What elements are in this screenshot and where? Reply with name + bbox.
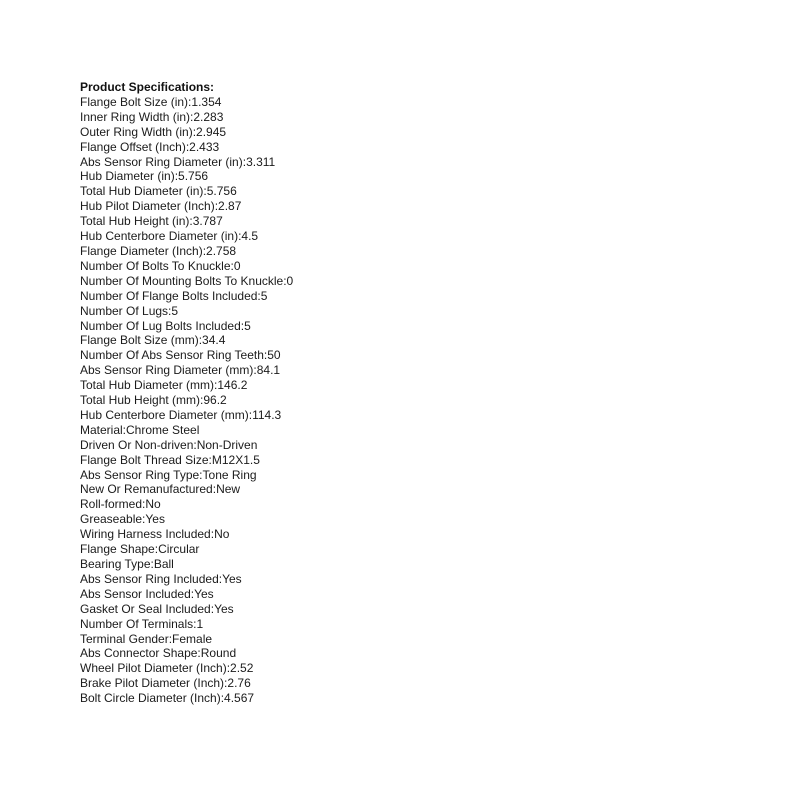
spec-label: Abs Sensor Included: xyxy=(80,586,195,601)
spec-label: Flange Bolt Size (in): xyxy=(80,94,192,109)
spec-value: 1.354 xyxy=(191,94,222,109)
spec-value: 2.76 xyxy=(227,676,251,691)
spec-value: Yes xyxy=(222,571,242,586)
spec-row xyxy=(80,319,720,334)
spec-value: 114.3 xyxy=(252,407,282,422)
spec-value: 3.787 xyxy=(192,214,223,229)
spec-label: Hub Centerbore Diameter (in): xyxy=(80,229,242,244)
spec-row xyxy=(80,482,720,497)
spec-row xyxy=(80,304,720,319)
spec-value: 2.945 xyxy=(196,124,227,139)
spec-value: 1 xyxy=(196,616,204,631)
spec-value: Round xyxy=(200,646,237,661)
spec-row xyxy=(80,572,720,587)
spec-row xyxy=(80,632,720,647)
spec-row xyxy=(80,169,720,184)
spec-row xyxy=(80,184,720,199)
spec-row xyxy=(80,289,720,304)
spec-label: Wheel Pilot Diameter (Inch): xyxy=(80,661,231,676)
spec-value: 146.2 xyxy=(217,378,248,393)
spec-row xyxy=(80,661,720,676)
spec-label: Hub Diameter (in): xyxy=(80,169,179,184)
spec-label: Hub Pilot Diameter (Inch): xyxy=(80,199,219,214)
spec-label: Number Of Lugs: xyxy=(80,303,172,318)
spec-row xyxy=(80,602,720,617)
spec-value: 2.433 xyxy=(189,139,220,154)
spec-value: Circular xyxy=(158,542,200,557)
spec-value: Yes xyxy=(214,601,234,616)
spec-label: Brake Pilot Diameter (Inch): xyxy=(80,676,228,691)
spec-label: Inner Ring Width (in): xyxy=(80,109,194,124)
spec-row xyxy=(80,378,720,393)
spec-row xyxy=(80,140,720,155)
spec-value: 5.756 xyxy=(206,184,237,199)
spec-label: Flange Shape: xyxy=(80,542,159,557)
spec-row xyxy=(80,408,720,423)
spec-value: 50 xyxy=(267,348,281,363)
spec-list xyxy=(80,95,720,706)
spec-row xyxy=(80,527,720,542)
spec-label: Hub Centerbore Diameter (mm): xyxy=(80,407,253,422)
spec-row xyxy=(80,542,720,557)
spec-value: No xyxy=(145,497,161,512)
spec-row xyxy=(80,229,720,244)
spec-row xyxy=(80,676,720,691)
spec-value: 4.5 xyxy=(241,229,259,244)
spec-row xyxy=(80,244,720,259)
spec-row xyxy=(80,468,720,483)
spec-label: Total Hub Diameter (mm): xyxy=(80,378,218,393)
spec-row xyxy=(80,512,720,527)
spec-row xyxy=(80,125,720,140)
spec-label: Total Hub Diameter (in): xyxy=(80,184,207,199)
spec-label: Abs Sensor Ring Diameter (mm): xyxy=(80,363,257,378)
spec-label: Total Hub Height (mm): xyxy=(80,393,204,408)
spec-label: Number Of Flange Bolts Included: xyxy=(80,288,261,303)
spec-row xyxy=(80,259,720,274)
spec-row xyxy=(80,155,720,170)
spec-label: Flange Bolt Size (mm): xyxy=(80,333,203,348)
spec-value: 2.283 xyxy=(193,109,224,124)
spec-label: Flange Offset (Inch): xyxy=(80,139,190,154)
spec-label: Flange Diameter (Inch): xyxy=(80,243,207,258)
spec-label: Abs Sensor Ring Type: xyxy=(80,467,203,482)
spec-label: Number Of Bolts To Knuckle: xyxy=(80,258,234,273)
spec-label: Outer Ring Width (in): xyxy=(80,124,197,139)
spec-row xyxy=(80,587,720,602)
spec-value: 2.52 xyxy=(230,661,254,676)
spec-value: 3.311 xyxy=(246,154,276,169)
spec-value: 5 xyxy=(171,303,179,318)
spec-row xyxy=(80,453,720,468)
spec-label: Number Of Abs Sensor Ring Teeth: xyxy=(80,348,268,363)
spec-value: 96.2 xyxy=(203,393,227,408)
spec-row xyxy=(80,348,720,363)
spec-label: Bearing Type: xyxy=(80,557,154,571)
spec-label: Abs Connector Shape: xyxy=(80,646,201,661)
spec-value: 2.758 xyxy=(206,243,237,258)
spec-value: 5 xyxy=(244,318,251,333)
spec-label: Roll-formed: xyxy=(80,497,146,512)
spec-row xyxy=(80,557,720,572)
spec-value: 5.756 xyxy=(178,169,209,184)
spec-value: Non-Driven xyxy=(196,437,258,452)
product-specifications-panel xyxy=(80,80,720,706)
spec-value: 84.1 xyxy=(256,363,281,378)
spec-row xyxy=(80,617,720,632)
spec-label: Driven Or Non-driven: xyxy=(80,437,197,452)
spec-row xyxy=(80,691,720,706)
spec-value: New xyxy=(216,482,241,497)
spec-label: Terminal Gender: xyxy=(80,631,173,646)
spec-value: Chrome Steel xyxy=(126,422,200,437)
spec-row xyxy=(80,497,720,512)
spec-value: 34.4 xyxy=(202,333,226,348)
spec-label: Flange Bolt Thread Size: xyxy=(80,452,212,467)
spec-row xyxy=(80,110,720,125)
spec-value: Ball xyxy=(153,557,174,571)
spec-value: 2.87 xyxy=(218,199,242,214)
spec-row xyxy=(80,95,720,110)
spec-row xyxy=(80,214,720,229)
spec-row xyxy=(80,363,720,378)
spec-row xyxy=(80,438,720,453)
spec-row xyxy=(80,393,720,408)
spec-row xyxy=(80,274,720,289)
spec-value: 0 xyxy=(286,273,294,288)
spec-value: Yes xyxy=(194,586,214,601)
spec-label: Greaseable: xyxy=(80,512,146,527)
spec-label: Wiring Harness Included: xyxy=(80,527,215,542)
spec-value: Yes xyxy=(145,512,165,527)
spec-label: Abs Sensor Ring Included: xyxy=(80,571,223,586)
product-specifications-title: Product Specifications: xyxy=(80,80,215,94)
spec-value: 4.567 xyxy=(224,691,255,706)
spec-row xyxy=(80,199,720,214)
spec-row xyxy=(80,333,720,348)
spec-value: M12X1.5 xyxy=(211,452,260,467)
spec-value: 5 xyxy=(260,288,268,303)
spec-label: Number Of Mounting Bolts To Knuckle: xyxy=(80,273,287,288)
spec-label: Abs Sensor Ring Diameter (in): xyxy=(80,154,247,169)
spec-label: Material: xyxy=(80,422,127,437)
spec-value: 0 xyxy=(233,258,241,273)
spec-value: Tone Ring xyxy=(202,467,257,482)
spec-row xyxy=(80,646,720,661)
spec-label: Gasket Or Seal Included: xyxy=(80,601,215,616)
spec-label: Total Hub Height (in): xyxy=(80,214,193,229)
spec-label: Bolt Circle Diameter (Inch): xyxy=(80,691,225,706)
spec-label: New Or Remanufactured: xyxy=(80,482,217,497)
spec-value: Female xyxy=(172,631,213,646)
spec-label: Number Of Lug Bolts Included: xyxy=(80,318,245,333)
spec-label: Number Of Terminals: xyxy=(80,616,197,631)
spec-row xyxy=(80,423,720,438)
spec-value: No xyxy=(214,527,230,542)
